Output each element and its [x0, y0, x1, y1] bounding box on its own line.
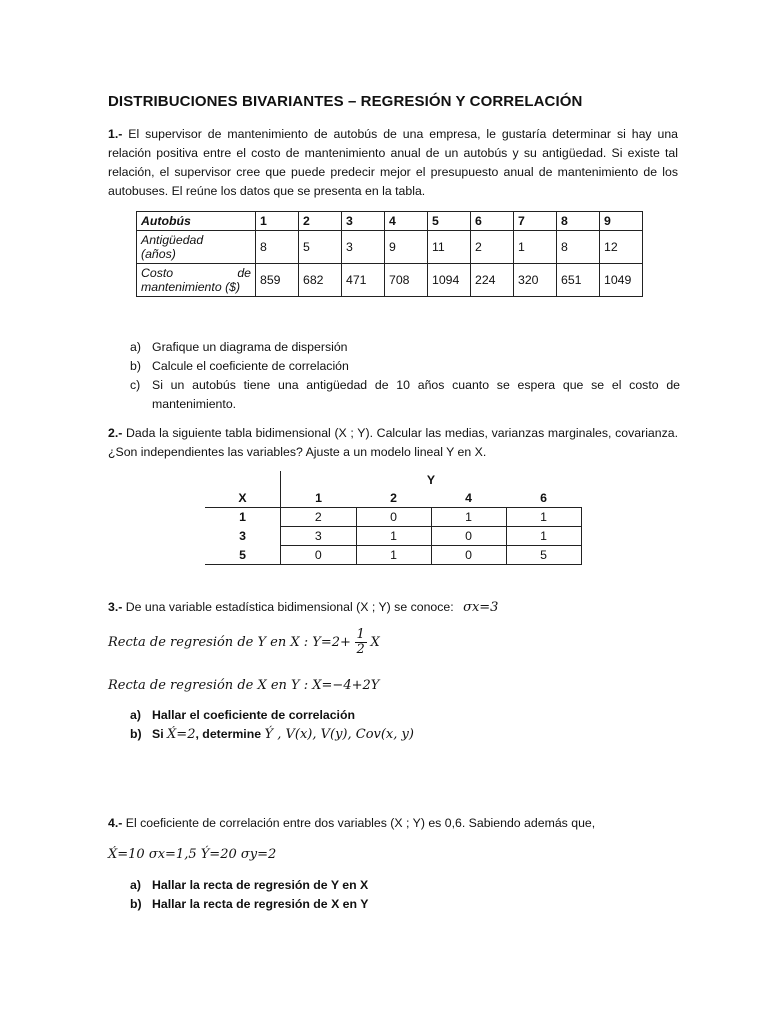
cost-label-line2: mantenimiento ($) [141, 280, 241, 294]
item-text: Hallar la recta de regresión de X en Y [152, 897, 369, 911]
cost-row-label [137, 264, 256, 297]
problem-4-statement [108, 814, 678, 833]
freq-cell: 0 [431, 527, 506, 546]
bus-cell: 9 [600, 212, 643, 231]
table-row [205, 508, 581, 527]
age-cell: 8 [557, 231, 600, 264]
eq1-prefix: Recta de regresión de Y en X : Y=2+ [108, 634, 351, 650]
regression-x-on-y [108, 677, 379, 693]
freq-cell: 1 [356, 546, 431, 565]
freq-cell: 1 [356, 527, 431, 546]
item-label: b) [130, 727, 142, 741]
table-row [205, 527, 581, 546]
cost-cell: 708 [385, 264, 428, 297]
freq-cell: 1 [506, 527, 581, 546]
list-item [130, 357, 680, 376]
problem-3-text: De una variable estadística bidimensional (X ; Y) se conoce: [125, 600, 454, 614]
x-mean-math: X́=2 [167, 727, 196, 742]
problem-3-number: 3.- [108, 600, 123, 614]
table-row [205, 489, 581, 508]
eq2: Recta de regresión de X en Y : X=−4+2Y [108, 678, 380, 693]
eq1-numerator: 1 [356, 627, 365, 642]
item-label: c) [130, 378, 141, 392]
y-value-cell: 1 [315, 491, 322, 505]
eq1-fraction [355, 628, 367, 657]
problem-1-number: 1.- [108, 127, 123, 141]
item-label: b) [130, 897, 142, 911]
freq-cell: 2 [281, 508, 357, 527]
problem-4-text: El coeficiente de correlación entre dos variables (X ; Y) es 0,6. Sabiendo además que, [125, 816, 596, 830]
corner-cell [205, 471, 281, 489]
x-header: X [205, 489, 281, 508]
age-label-line2: (años) [141, 247, 176, 261]
item-text: Calcule el coeficiente de correlación [152, 359, 349, 373]
problem-4-items [130, 876, 680, 914]
age-cell: 11 [428, 231, 471, 264]
table-row [137, 212, 643, 231]
item-text [152, 725, 680, 744]
cost-cell: 320 [514, 264, 557, 297]
y-value-cell: 6 [540, 491, 547, 505]
bus-data-table [136, 211, 643, 297]
problem-1-text: El supervisor de mantenimiento de autobús de una empresa, le gustaría determinar si hay una relación positiva entre el costo de mantenimiento anual de un autobús y su antigüedad. Si existe tal relación, el supervisor cree que puede predecir mejor el presupuesto anual de mantenimiento de los autobuses. El reúne los datos que se presenta en la tabla. [108, 127, 678, 198]
cost-cell: 651 [557, 264, 600, 297]
age-row-label [137, 231, 256, 264]
freq-cell: 1 [431, 508, 506, 527]
bus-cell: 3 [342, 212, 385, 231]
bus-cell: 8 [557, 212, 600, 231]
problem-1-statement [108, 125, 678, 201]
regression-y-on-x [108, 628, 380, 657]
age-cell: 2 [471, 231, 514, 264]
item-text: Grafique un diagrama de dispersión [152, 340, 348, 354]
problem-3-items [130, 706, 680, 744]
bus-cell: 1 [256, 212, 299, 231]
determine-math: Ý , V(x), V(y), Cov(x, y) [264, 727, 414, 742]
x-value-cell: 5 [205, 546, 281, 565]
x-value-cell: 1 [205, 508, 281, 527]
y-value-cell: 4 [465, 491, 472, 505]
age-cell: 9 [385, 231, 428, 264]
age-cell: 12 [600, 231, 643, 264]
age-cell: 5 [299, 231, 342, 264]
problem-2-number: 2.- [108, 426, 123, 440]
table-row [137, 231, 643, 264]
cost-cell: 1049 [600, 264, 643, 297]
item-label: b) [130, 359, 141, 373]
item-label: a) [130, 708, 141, 722]
freq-cell: 3 [281, 527, 357, 546]
problem-2-text: Dada la siguiente tabla bidimensional (X ; Y). Calcular las medias, varianzas marginales, covarianza. ¿Son independientes las variables? Ajuste a un modelo lineal Y en X. [108, 426, 679, 459]
item-text-part: , determine [195, 727, 262, 741]
bus-cell: 5 [428, 212, 471, 231]
cost-label-word1: Costo [141, 266, 174, 280]
item-text-part: Si [152, 727, 164, 741]
problem-4-given [108, 846, 276, 862]
freq-cell: 0 [281, 546, 357, 565]
y-header: Y [426, 473, 436, 487]
table-row [137, 264, 643, 297]
list-item [130, 876, 680, 895]
eq1-denominator: 2 [356, 642, 365, 657]
table-row [205, 471, 581, 489]
list-item [130, 706, 680, 725]
problem-3-statement [108, 598, 678, 617]
item-text: Hallar la recta de regresión de Y en X [152, 878, 369, 892]
bus-cell: 4 [385, 212, 428, 231]
cost-cell: 859 [256, 264, 299, 297]
problem-1-items [130, 338, 680, 414]
table-header-label: Autobús [137, 212, 256, 231]
list-item [130, 376, 680, 414]
list-item [130, 338, 680, 357]
eq1-suffix: X [370, 634, 380, 650]
given-values: X́=10 σx=1,5 Ý=20 σy=2 [108, 847, 277, 862]
age-cell: 3 [342, 231, 385, 264]
cost-cell: 224 [471, 264, 514, 297]
cost-label-line1 [141, 266, 251, 280]
problem-2-statement [108, 424, 678, 462]
bus-cell: 7 [514, 212, 557, 231]
list-item [130, 725, 680, 744]
cost-cell: 682 [299, 264, 342, 297]
cost-cell: 471 [342, 264, 385, 297]
cost-label-word2: de [237, 266, 251, 280]
freq-cell: 0 [431, 546, 506, 565]
item-text: Si un autobús tiene una antigüedad de 10 años cuanto se espera que se el costo de mantenimiento. [152, 378, 680, 411]
item-label: a) [130, 340, 141, 354]
list-item [130, 895, 680, 914]
bus-cell: 2 [299, 212, 342, 231]
page-title: DISTRIBUCIONES BIVARIANTES – REGRESIÓN Y CORRELACIÓN [108, 93, 583, 110]
freq-cell: 1 [506, 508, 581, 527]
age-cell: 8 [256, 231, 299, 264]
problem-4-number: 4.- [108, 816, 123, 830]
item-text: Hallar el coeficiente de correlación [152, 708, 355, 722]
x-value-cell: 3 [205, 527, 281, 546]
bivariate-table [205, 471, 582, 565]
y-value-cell: 2 [390, 491, 397, 505]
bus-cell: 6 [471, 212, 514, 231]
age-label-line1: Antigüedad [141, 233, 204, 247]
age-cell: 1 [514, 231, 557, 264]
freq-cell: 5 [506, 546, 581, 565]
freq-cell: 0 [356, 508, 431, 527]
cost-cell: 1094 [428, 264, 471, 297]
sigma-x-given: σx=3 [463, 600, 499, 615]
table-row [205, 546, 581, 565]
item-label: a) [130, 878, 141, 892]
